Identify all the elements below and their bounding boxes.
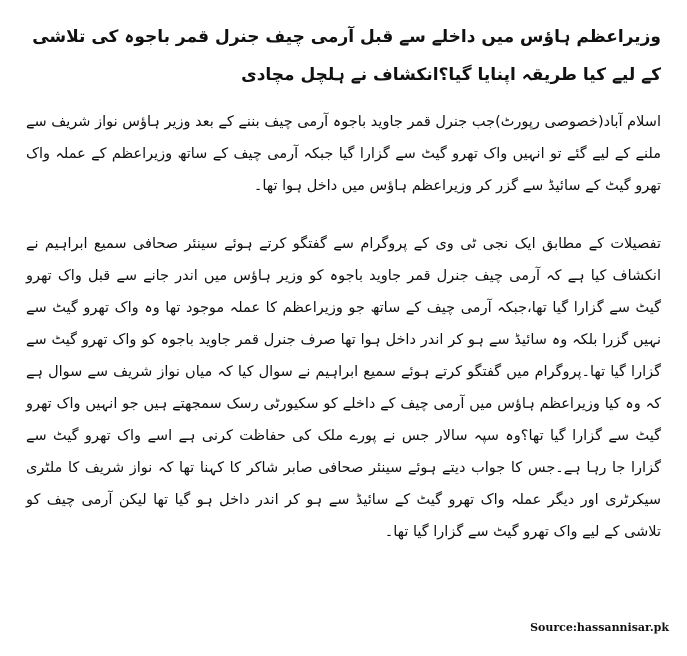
article-paragraph-2: تفصیلات کے مطابق ایک نجی ٹی وی کے پروگرام سے گفتگو کرتے ہوئے سینئر صحافی سمیع ابراہیم نے انکشاف کیا ہے کہ آرمی چیف جنرل قمر جاوید باجوہ کو وزیر ہاؤس میں اندر جانے سے قبل واک تھرو گیٹ سے گزارا گیا تھا،جبکہ آرمی چیف کے ساتھ جو وزیراعظم کا عملہ موجود تھا وہ واک تھرو گیٹ سے نہیں گزرا بلکہ وہ سائیڈ سے ہو کر اندر داخل ہوا تھا صرف جنرل قمر جاوید باجوہ کو واک تھرو گیٹ سے گزارا گیا تھا۔پروگرام میں گفتگو کرتے ہوئے سمیع ابراہیم نے سوال کیا کہ میاں نواز شریف سے سوال ہے کہ وہ کیا وزیراعظم ہاؤس میں آرمی چیف کے داخلے کو سکیورٹی رسک سمجھتے ہیں جو انہیں واک تھرو گیٹ سے گزارا گیا تھا؟وہ سپہ سالار جس نے پورے ملک کی حفاظت کرنی ہے اسے واک تھرو گیٹ سے گزارا جا رہا ہے۔جس کا جواب دیتے ہوئے سینئر صحافی صابر شاکر کا کہنا تھا کہ نواز شریف کا ملٹری سیکرٹری اور دیگر عملہ واک تھرو گیٹ کے سائیڈ سے ہو کر اندر داخل ہو گیا تھا لیکن آرمی چیف کو تلاشی کے لیے واک تھرو گیٹ سے گزارا گیا تھا۔	[26, 236, 661, 540]
source-credit: Source:hassannisar.pk	[530, 621, 669, 634]
article-paragraph-1: اسلام آباد(خصوصی رپورٹ)جب جنرل قمر جاوید باجوہ آرمی چیف بننے کے بعد وزیر ہاؤس نواز شریف سے ملنے کے لیے گئے تو انہیں واک تھرو گیٹ سے گزارا گیا جبکہ آرمی چیف کے ساتھ وزیراعظم کے عملہ واک تھرو گیٹ کے سائیڈ سے گزر کر وزیراعظم ہاؤس میں داخل ہوا تھا۔	[26, 114, 661, 194]
article-headline: وزیراعظم ہاؤس میں داخلے سے قبل آرمی چیف جنرل قمر باجوہ کی تلاشی کے لیے کیا طریقہ اپنایا گیا؟انکشاف نے ہلچل مچادی	[32, 27, 661, 85]
